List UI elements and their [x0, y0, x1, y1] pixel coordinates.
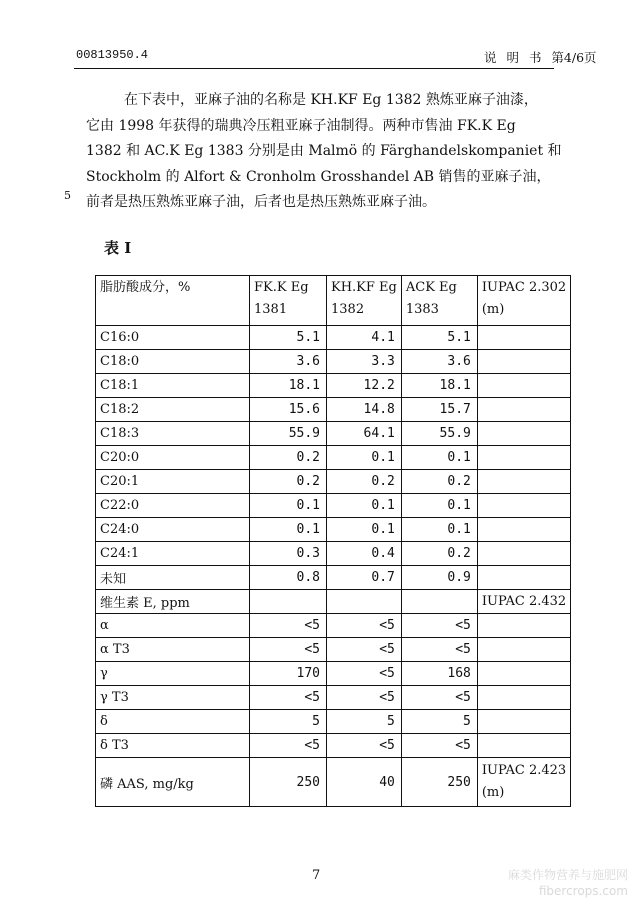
watermark-line: 麻类作物营养与施肥网: [507, 868, 628, 882]
value-cell: [250, 590, 327, 614]
standard-cell: IUPAC 2.432: [477, 590, 570, 614]
value-cell: [327, 590, 402, 614]
value-cell: 18.1: [250, 374, 327, 398]
value-cell: 15.6: [250, 398, 327, 422]
value-cell: 5.1: [401, 326, 477, 350]
value-cell: <5: [250, 734, 327, 758]
row-label-cell: 磷 AAS, mg/kg: [96, 758, 250, 807]
value-cell: <5: [327, 686, 402, 710]
standard-cell: IUPAC 2.423 (m): [477, 758, 570, 807]
watermark-line: fibercrops.com: [538, 884, 628, 898]
table-row: [96, 494, 571, 518]
value-cell: 5: [250, 710, 327, 734]
row-label-cell: C18:1: [96, 374, 250, 398]
row-label-cell: C18:2: [96, 398, 250, 422]
table-row: [96, 710, 571, 734]
value-cell: 0.1: [401, 446, 477, 470]
table-row: [96, 638, 571, 662]
row-label-cell: C20:0: [96, 446, 250, 470]
row-label-cell: 未知: [96, 566, 250, 590]
value-cell: <5: [401, 734, 477, 758]
row-label-cell: C18:3: [96, 422, 250, 446]
value-cell: 18.1: [401, 374, 477, 398]
value-cell: 5: [401, 710, 477, 734]
value-cell: <5: [250, 614, 327, 638]
value-cell: 3.6: [250, 350, 327, 374]
value-cell: 0.1: [250, 518, 327, 542]
standard-cell: [477, 566, 570, 590]
value-cell: 0.1: [401, 518, 477, 542]
standard-cell: [477, 494, 570, 518]
value-cell: 3.6: [401, 350, 477, 374]
table-row: [96, 350, 571, 374]
value-cell: <5: [327, 638, 402, 662]
header-cell: IUPAC 2.302 (m): [477, 276, 570, 326]
row-label-cell: C20:1: [96, 470, 250, 494]
value-cell: 0.2: [401, 470, 477, 494]
header-cell: ACK Eg 1383: [401, 276, 477, 326]
value-cell: 64.1: [327, 422, 402, 446]
value-cell: 4.1: [327, 326, 402, 350]
value-cell: 12.2: [327, 374, 402, 398]
table-row: [96, 614, 571, 638]
value-cell: 0.3: [250, 542, 327, 566]
standard-cell: [477, 542, 570, 566]
standard-cell: [477, 470, 570, 494]
table-row: [96, 518, 571, 542]
paragraph-line: Stockholm 的 Alfort & Cronholm Grosshandel AB 销售的亚麻子油，: [86, 168, 551, 185]
value-cell: 0.1: [327, 494, 402, 518]
paragraph-line: 在下表中，亚麻子油的名称是 KH.KF Eg 1382 熟炼亚麻子油漆，: [124, 92, 538, 108]
value-cell: 5: [327, 710, 402, 734]
value-cell: 250: [401, 758, 477, 807]
table-row: [96, 686, 571, 710]
row-label-cell: γ T3: [96, 686, 250, 710]
standard-cell: [477, 398, 570, 422]
row-label-cell: 维生素 E, ppm: [96, 590, 250, 614]
row-label-cell: C24:1: [96, 542, 250, 566]
value-cell: 0.2: [401, 542, 477, 566]
value-cell: <5: [327, 662, 402, 686]
value-cell: 0.2: [327, 470, 402, 494]
header-rule: [74, 68, 554, 69]
value-cell: 0.7: [327, 566, 402, 590]
value-cell: 5.1: [250, 326, 327, 350]
table-row: [96, 326, 571, 350]
value-cell: 168: [401, 662, 477, 686]
standard-cell: [477, 350, 570, 374]
table-row: [96, 662, 571, 686]
value-cell: 0.9: [401, 566, 477, 590]
row-label-cell: δ: [96, 710, 250, 734]
value-cell: <5: [401, 686, 477, 710]
table-row: [96, 422, 571, 446]
line-number: 5: [64, 189, 71, 202]
value-cell: 40: [327, 758, 402, 807]
value-cell: <5: [401, 614, 477, 638]
table-row: [96, 446, 571, 470]
standard-cell: [477, 374, 570, 398]
value-cell: 0.1: [401, 494, 477, 518]
standard-cell: [477, 614, 570, 638]
table-row: [96, 542, 571, 566]
standard-cell: [477, 446, 570, 470]
value-cell: 0.2: [250, 446, 327, 470]
value-cell: <5: [327, 734, 402, 758]
table-row: [96, 398, 571, 422]
value-cell: <5: [327, 614, 402, 638]
value-cell: 0.1: [327, 446, 402, 470]
row-label-cell: δ T3: [96, 734, 250, 758]
value-cell: 14.8: [327, 398, 402, 422]
value-cell: 55.9: [401, 422, 477, 446]
header-cell: 脂肪酸成分，%: [96, 276, 250, 326]
row-label-cell: C18:0: [96, 350, 250, 374]
row-label-cell: C22:0: [96, 494, 250, 518]
row-label-cell: γ: [96, 662, 250, 686]
row-label-cell: α: [96, 614, 250, 638]
standard-cell: [477, 422, 570, 446]
paragraph-line: 1382 和 AC.K Eg 1383 分别是由 Malmö 的 Färghandelskompaniet 和: [86, 143, 562, 160]
value-cell: 0.1: [327, 518, 402, 542]
value-cell: 15.7: [401, 398, 477, 422]
fatty-acid-table: [95, 275, 571, 807]
row-label-cell: C24:0: [96, 518, 250, 542]
table-row: [96, 470, 571, 494]
table-header-row: [96, 276, 571, 326]
row-label-cell: α T3: [96, 638, 250, 662]
page-number: 7: [312, 868, 321, 883]
watermark: [508, 867, 628, 899]
standard-cell: [477, 734, 570, 758]
body-paragraph: [86, 88, 564, 216]
page-header-label: 说 明 书 第4/6页: [484, 50, 597, 65]
value-cell: 3.3: [327, 350, 402, 374]
value-cell: 0.4: [327, 542, 402, 566]
header-cell: FK.K Eg 1381: [250, 276, 327, 326]
value-cell: <5: [250, 686, 327, 710]
value-cell: 55.9: [250, 422, 327, 446]
value-cell: 0.8: [250, 566, 327, 590]
value-cell: 0.2: [250, 470, 327, 494]
value-cell: [401, 590, 477, 614]
header-cell: KH.KF Eg 1382: [327, 276, 402, 326]
value-cell: 170: [250, 662, 327, 686]
table-row: [96, 566, 571, 590]
standard-cell: [477, 638, 570, 662]
standard-cell: [477, 518, 570, 542]
table-row: [96, 374, 571, 398]
standard-cell: [477, 710, 570, 734]
document-number: 00813950.4: [76, 48, 149, 62]
value-cell: 0.1: [250, 494, 327, 518]
row-label-cell: C16:0: [96, 326, 250, 350]
table-caption: 表 I: [104, 239, 132, 257]
standard-cell: [477, 326, 570, 350]
value-cell: <5: [250, 638, 327, 662]
table-row: [96, 734, 571, 758]
table-row: [96, 758, 571, 807]
standard-cell: [477, 662, 570, 686]
table-row: [96, 590, 571, 614]
standard-cell: [477, 686, 570, 710]
paragraph-line: 前者是热压熟炼亚麻子油，后者也是热压熟炼亚麻子油。: [86, 194, 436, 211]
paragraph-line: 它由 1998 年获得的瑞典冷压粗亚麻子油制得。两种市售油 FK.K Eg: [86, 117, 516, 134]
value-cell: 250: [250, 758, 327, 807]
value-cell: <5: [401, 638, 477, 662]
